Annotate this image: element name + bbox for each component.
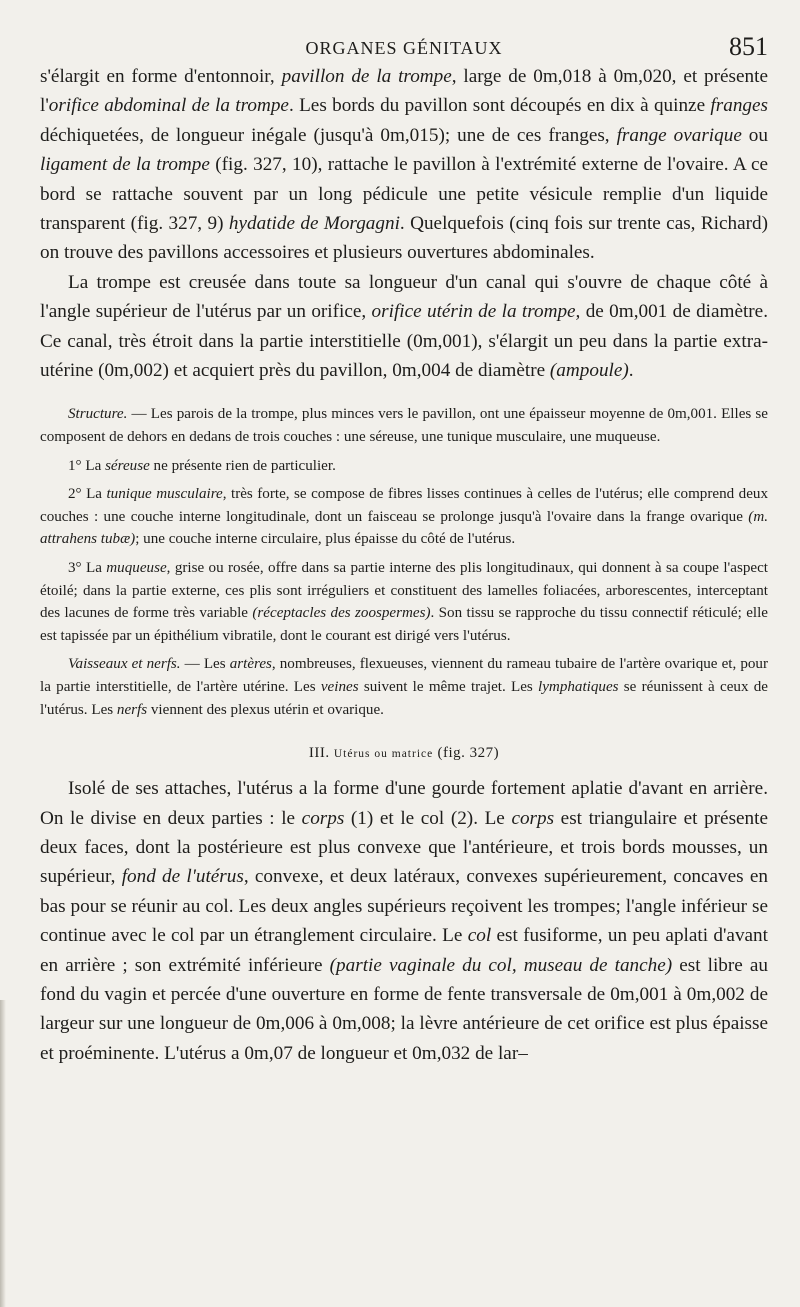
- paragraph-muqueuse: 3° La muqueuse, grise ou rosée, offre dans sa partie interne des plis longitudinaux, qui donnent à sa coupe l'aspect étoilé; dans la partie externe, ces plis sont irréguliers et constituent des lamelles foliacées, arborescentes, interceptant des lacunes de forme très variable (réceptacles des zoospermes). Son tissu se rapproche du tissu connectif réticulé; elle est tapissée par un épithélium vibratile, dont le courant est dirigé vers l'utérus.: [40, 560, 768, 644]
- paragraph-vaisseaux-nerfs: Vaisseaux et nerfs. — Les artères, nombreuses, flexueuses, viennent du rameau tubaire de l'artère ovarique et, pour la partie interstitielle, de l'artère utérine. Les veines suivent le même trajet. Les lymphatiques se réunissent à ceux de l'utérus. Les nerfs viennent des plexus utérin et ovarique.: [40, 656, 768, 718]
- running-title: ORGANES GÉNITAUX: [305, 38, 503, 58]
- book-page: [40, 28, 768, 1068]
- paragraph-tunique-musculaire: 2° La tunique musculaire, très forte, se compose de fibres lisses continues à celles de l'utérus; elle comprend deux couches : une couche interne longitudinale, dont un faisceau se prolonge jusqu'à l'ovaire dans la frange ovarique (m. attrahens tubæ); une couche interne circulaire, plus épaisse du côté de l'utérus.: [40, 486, 768, 548]
- paragraph-structure: Structure. — Les parois de la trompe, plus minces vers le pavillon, ont une épaisseur moyenne de 0m,001. Elles se composent de dehors en dedans de trois couches : une séreuse, une tunique musculaire, une muqueuse.: [40, 406, 768, 446]
- paragraph-sereuse: 1° La séreuse ne présente rien de particulier.: [68, 457, 336, 474]
- paragraph-canal: La trompe est creusée dans toute sa longueur d'un canal qui s'ouvre de chaque côté à l'angle supérieur de l'utérus par un orifice, orifice utérin de la trompe, de 0m,001 de diamètre. Ce canal, très étroit dans la partie interstitielle (0m,001), s'élargit un peu dans la partie extra-utérine (0m,002) et acquiert près du pavillon, 0m,004 de diamètre (ampoule).: [40, 271, 769, 382]
- paragraph-uterus: Isolé de ses attaches, l'utérus a la forme d'une gourde fortement aplatie d'avant en arrière. On le divise en deux parties : le corps (1) et le col (2). Le corps est triangulaire et présente deux faces, dont la postérieure est plus convexe que l'antérieure, et trois bords mousses, un supérieur, fond de l'utérus, convexe, et deux latéraux, convexes supérieurement, concaves en bas pour se réunir au col. Les deux angles supérieurs reçoivent les trompes; l'angle inférieur se continue avec le col par un étranglement circulaire. Le col est fusiforme, un peu aplati d'avant en arrière ; son extrémité inférieure (partie vaginale du col, museau de tanche) est libre au fond du vagin et percée d'une ouverture en forme de fente transversale de 0m,001 à 0m,002 de largeur sur une longueur de 0m,006 à 0m,008; la lèvre antérieure de cet orifice est plus épaisse et proéminente. L'utérus a 0m,07 de longueur et 0m,032 de lar–: [40, 778, 768, 1064]
- page-number: 851: [729, 32, 768, 61]
- section-heading-uterus: III. Utérus ou matrice (fig. 327): [308, 745, 500, 762]
- paragraph-pavillon: s'élargit en forme d'entonnoir, pavillon de la trompe, large de 0m,018 à 0m,020, et présente l'orifice abdominal de la trompe. Les bords du pavillon sont découpés en dix à quinze franges déchiquetées, de longueur inégale (jusqu'à 0m,015); une de ces franges, frange ovarique ou ligament de la trompe (fig. 327, 10), rattache le pavillon à l'extrémité externe de l'ovaire. A ce bord se rattache souvent par un long pédicule une petite vésicule remplie d'un liquide transparent (fig. 327, 9) hydatide de Morgagni. Quelquefois (cinq fois sur trente cas, Richard) on trouve des pavillons accessoires et plusieurs ouvertures abdominales.: [40, 66, 769, 264]
- page-edge-shadow: [0, 1000, 6, 1307]
- page-header: [40, 28, 768, 62]
